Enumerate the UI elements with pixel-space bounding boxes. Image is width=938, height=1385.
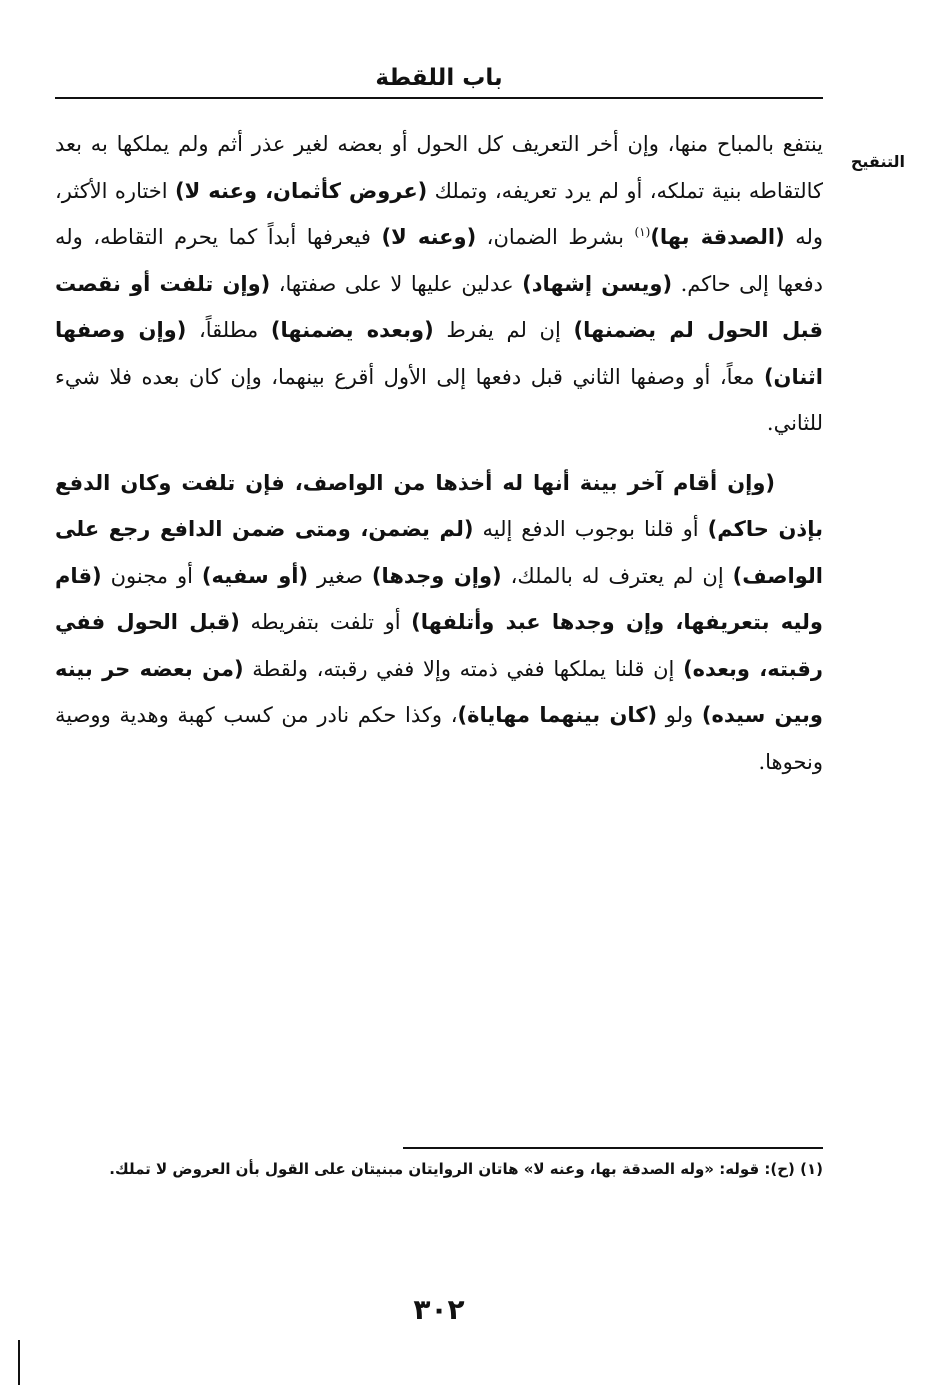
footnote-divider [403, 1147, 823, 1149]
text-span: عدلين عليها لا على صفتها، [270, 271, 523, 296]
text-span: إن قلنا يملكها ففي ذمته وإلا ففي رقبته، ولقطة [243, 656, 684, 681]
text-span: إن لم يفرط [433, 318, 574, 342]
bold-matn: (وبعده يضمنها) [270, 318, 434, 342]
text-span: فيعرفها أبداً كما يحرم التقاطه، وله دفعها إلى حاكم. [55, 225, 823, 296]
bold-matn: (ويسن إشهاد) [522, 271, 673, 296]
text-span: مطلقاً، [186, 318, 271, 342]
bold-matn: (وإن أقام آخر بينة أنها له أخذها من الواصف، فإن تلفت وكان الدفع بإذن حاكم) [55, 470, 823, 541]
text-span: ولو [657, 703, 702, 727]
bold-matn: (كان بينهما مهاياة) [457, 703, 658, 727]
page-header: باب اللقطة [375, 65, 503, 91]
main-text [55, 121, 823, 785]
bold-matn: (قام وليه بتعريفها، وإن وجدها عبد وأتلفها) [55, 563, 823, 634]
text-span: أو تلفت بتفريطه [239, 610, 412, 634]
bold-matn: (لم يضمن، ومتى ضمن الدافع رجع على الواصف) [55, 517, 823, 588]
paragraph-1 [55, 121, 823, 447]
bold-matn: (وإن وصفها اثنان) [55, 318, 823, 389]
bold-matn: (الصدقة بها) [650, 225, 785, 249]
text-span: ينتفع بالمباح منها، وإن أخر التعريف كل الحول أو بعضه لغير عذر أثم ولم يملكها به بعد كالتقاطه بنية تملكه، أو لم يرد تعريفه، وتملك [55, 132, 823, 203]
paragraph-2 [55, 460, 823, 786]
footnote: (١) (ح): قوله: «وله الصدقة بها، وعنه لا» هاتان الروايتان مبنيتان على القول بأن العروض لا تملك. [109, 1160, 823, 1178]
bold-matn: (أو سفيه) [201, 563, 309, 588]
text-span: صغير [308, 563, 372, 588]
header-divider [55, 97, 823, 99]
footnote-reference: (١) [634, 225, 651, 239]
text-span: أو مجنون [101, 563, 202, 588]
text-span: اختاره الأكثر، وله [55, 178, 823, 249]
bold-matn: (من بعضه حر بينه وبين سيده) [55, 656, 823, 727]
bold-matn: (وعنه لا) [381, 225, 477, 249]
bold-matn: (وإن وجدها) [371, 563, 502, 588]
page-number: ٣٠٢ [413, 1293, 465, 1326]
text-span: بشرط الضمان، [476, 225, 635, 249]
text-span: إن لم يعترف له بالملك، [501, 563, 733, 588]
text-span: معاً، أو وصفها الثاني قبل دفعها إلى الأول أقرع بينهما، وإن كان بعده فلا شيء للثاني. [55, 364, 823, 435]
side-label: التنقيح [850, 152, 905, 171]
text-span: أو قلنا بوجوب الدفع إليه [473, 517, 708, 541]
bold-matn: (قبل الحول ففي رقبته، وبعده) [55, 610, 823, 681]
bold-matn: (عروض كأثمان، وعنه لا) [175, 178, 428, 203]
page-edge-line [18, 1340, 20, 1385]
bold-matn: (وإن تلفت أو نقصت قبل الحول لم يضمنها) [55, 271, 824, 342]
text-span: ، وكذا حكم نادر من كسب كهبة وهدية ووصية ونحوها. [55, 703, 823, 774]
